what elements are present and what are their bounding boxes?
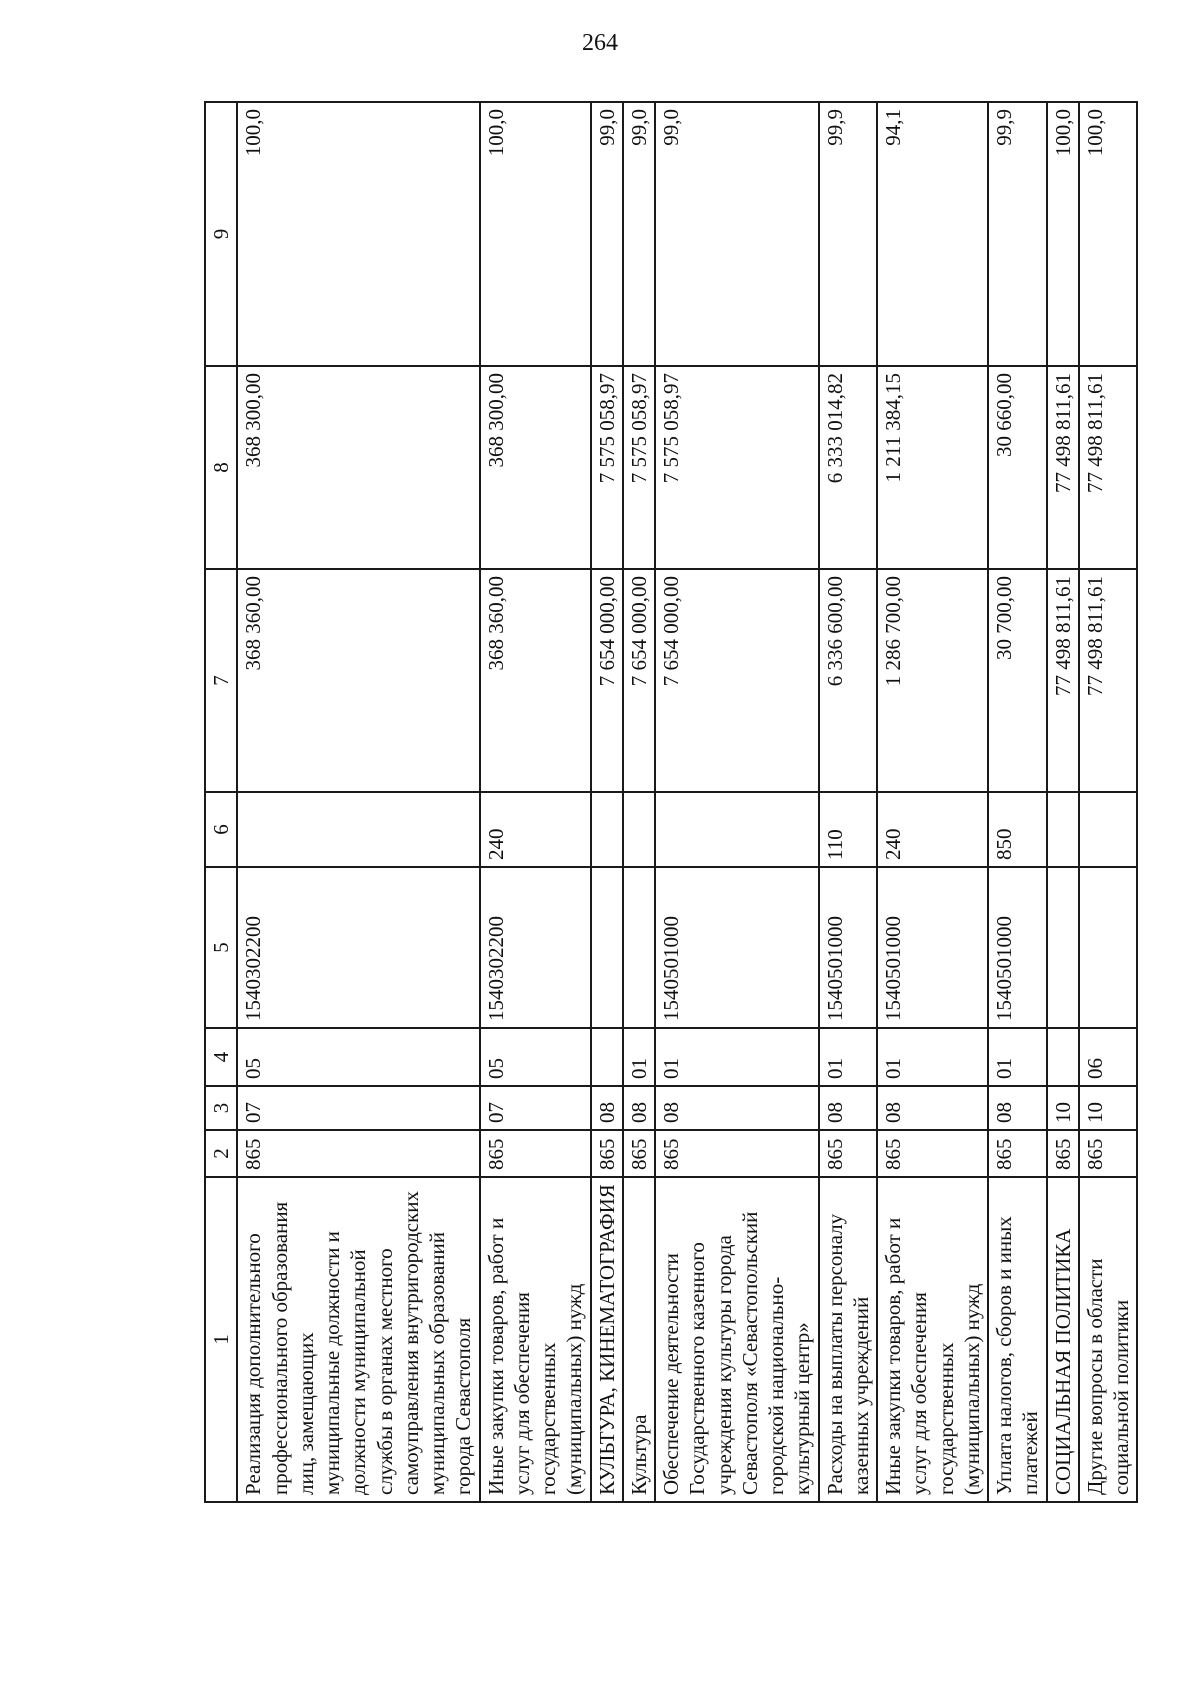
row-c4: 01 [655, 1028, 819, 1086]
row-c5: 1540501000 [819, 867, 878, 1028]
row-c8: 7 575 058,97 [623, 366, 655, 569]
table-row [591, 102, 623, 1502]
row-c3: 08 [655, 1086, 819, 1130]
row-c9: 100,0 [1079, 102, 1138, 366]
row-c8: 368 300,00 [480, 366, 591, 569]
row-c8: 6 333 014,82 [819, 366, 878, 569]
row-name: Обеспечение деятельности Государственного казенного учреждения культуры города Севастополя «Севастопольский городской национально-культурный центр» [655, 1177, 819, 1502]
row-c8: 7 575 058,97 [591, 366, 623, 569]
row-c5: 1540302200 [480, 867, 591, 1028]
table-row [877, 102, 988, 1502]
row-c3: 10 [1047, 1086, 1079, 1130]
row-c5 [591, 867, 623, 1028]
table-row [480, 102, 591, 1502]
rotated-table-region [204, 103, 1133, 1503]
row-c4: 01 [877, 1028, 988, 1086]
column-header: 5 [205, 867, 237, 1028]
row-c5: 1540501000 [988, 867, 1047, 1028]
row-c9: 100,0 [1047, 102, 1079, 366]
row-c4 [591, 1028, 623, 1086]
row-name: Иные закупки товаров, работ и услуг для обеспечения государственных (муниципальных) нужд [480, 1177, 591, 1502]
column-header: 7 [205, 569, 237, 792]
row-c6: 110 [819, 792, 878, 867]
table-body [237, 102, 1137, 1502]
column-header: 4 [205, 1028, 237, 1086]
row-c4: 01 [819, 1028, 878, 1086]
column-header: 3 [205, 1086, 237, 1130]
row-c2: 865 [623, 1130, 655, 1177]
row-c6: 850 [988, 792, 1047, 867]
row-c6 [655, 792, 819, 867]
row-name: КУЛЬТУРА, КИНЕМАТОГРАФИЯ [591, 1177, 623, 1502]
row-c3: 08 [819, 1086, 878, 1130]
row-c3: 10 [1079, 1086, 1138, 1130]
row-c3: 08 [988, 1086, 1047, 1130]
row-c2: 865 [655, 1130, 819, 1177]
table-row [655, 102, 819, 1502]
row-c4 [1047, 1028, 1079, 1086]
rotated-table-content [204, 103, 1133, 1503]
row-c2: 865 [988, 1130, 1047, 1177]
row-c2: 865 [819, 1130, 878, 1177]
table-row [1079, 102, 1138, 1502]
row-c8: 368 300,00 [237, 366, 479, 569]
budget-table [204, 101, 1138, 1503]
row-name: Иные закупки товаров, работ и услуг для обеспечения государственных (муниципальных) нужд [877, 1177, 988, 1502]
table-row [1047, 102, 1079, 1502]
row-c6 [1047, 792, 1079, 867]
column-header: 2 [205, 1130, 237, 1177]
row-c4: 01 [988, 1028, 1047, 1086]
row-c4: 05 [237, 1028, 479, 1086]
column-header: 8 [205, 366, 237, 569]
column-header: 6 [205, 792, 237, 867]
row-name: Культура [623, 1177, 655, 1502]
row-c6: 240 [877, 792, 988, 867]
row-c8: 30 660,00 [988, 366, 1047, 569]
row-c9: 99,0 [623, 102, 655, 366]
row-c9: 94,1 [877, 102, 988, 366]
table-row [988, 102, 1047, 1502]
row-c3: 08 [877, 1086, 988, 1130]
row-c2: 865 [591, 1130, 623, 1177]
row-c7: 77 498 811,61 [1047, 569, 1079, 792]
row-c7: 1 286 700,00 [877, 569, 988, 792]
row-c3: 08 [623, 1086, 655, 1130]
table-row [623, 102, 655, 1502]
row-c5 [623, 867, 655, 1028]
row-c8: 7 575 058,97 [655, 366, 819, 569]
row-c6 [591, 792, 623, 867]
row-name: Другие вопросы в области социальной политики [1079, 1177, 1138, 1502]
row-c6: 240 [480, 792, 591, 867]
row-name: Расходы на выплаты персоналу казенных учреждений [819, 1177, 878, 1502]
row-c8: 77 498 811,61 [1079, 366, 1138, 569]
row-c5: 1540501000 [877, 867, 988, 1028]
row-c9: 100,0 [480, 102, 591, 366]
table-row [819, 102, 878, 1502]
row-name: Уплата налогов, сборов и иных платежей [988, 1177, 1047, 1502]
row-c2: 865 [1047, 1130, 1079, 1177]
row-c9: 99,0 [655, 102, 819, 366]
row-c7: 368 360,00 [237, 569, 479, 792]
row-c9: 100,0 [237, 102, 479, 366]
row-c7: 7 654 000,00 [623, 569, 655, 792]
row-c7: 7 654 000,00 [591, 569, 623, 792]
table-row [237, 102, 479, 1502]
row-c5: 1540302200 [237, 867, 479, 1028]
row-c4: 06 [1079, 1028, 1138, 1086]
row-c3: 07 [237, 1086, 479, 1130]
row-c7: 368 360,00 [480, 569, 591, 792]
row-c7: 30 700,00 [988, 569, 1047, 792]
row-c9: 99,9 [988, 102, 1047, 366]
column-header: 9 [205, 102, 237, 366]
row-c9: 99,0 [591, 102, 623, 366]
row-name: СОЦИАЛЬНАЯ ПОЛИТИКА [1047, 1177, 1079, 1502]
row-c2: 865 [1079, 1130, 1138, 1177]
row-c5: 1540501000 [655, 867, 819, 1028]
row-c7: 7 654 000,00 [655, 569, 819, 792]
row-c7: 6 336 600,00 [819, 569, 878, 792]
row-c3: 08 [591, 1086, 623, 1130]
row-c6 [237, 792, 479, 867]
row-c3: 07 [480, 1086, 591, 1130]
row-c7: 77 498 811,61 [1079, 569, 1138, 792]
row-c5 [1079, 867, 1138, 1028]
row-name: Реализация дополнительного профессионального образования лиц, замещающих муниципальные должности и должности муниципальной службы в органах местного самоуправления внутригородских муниципальных образований города Севастополя [237, 1177, 479, 1502]
row-c4: 05 [480, 1028, 591, 1086]
row-c2: 865 [480, 1130, 591, 1177]
row-c6 [1079, 792, 1138, 867]
row-c8: 77 498 811,61 [1047, 366, 1079, 569]
row-c9: 99,9 [819, 102, 878, 366]
page-number: 264 [582, 30, 618, 56]
column-number-row [205, 102, 237, 1502]
row-c2: 865 [237, 1130, 479, 1177]
column-header: 1 [205, 1177, 237, 1502]
row-c5 [1047, 867, 1079, 1028]
row-c6 [623, 792, 655, 867]
row-c8: 1 211 384,15 [877, 366, 988, 569]
row-c2: 865 [877, 1130, 988, 1177]
row-c4: 01 [623, 1028, 655, 1086]
